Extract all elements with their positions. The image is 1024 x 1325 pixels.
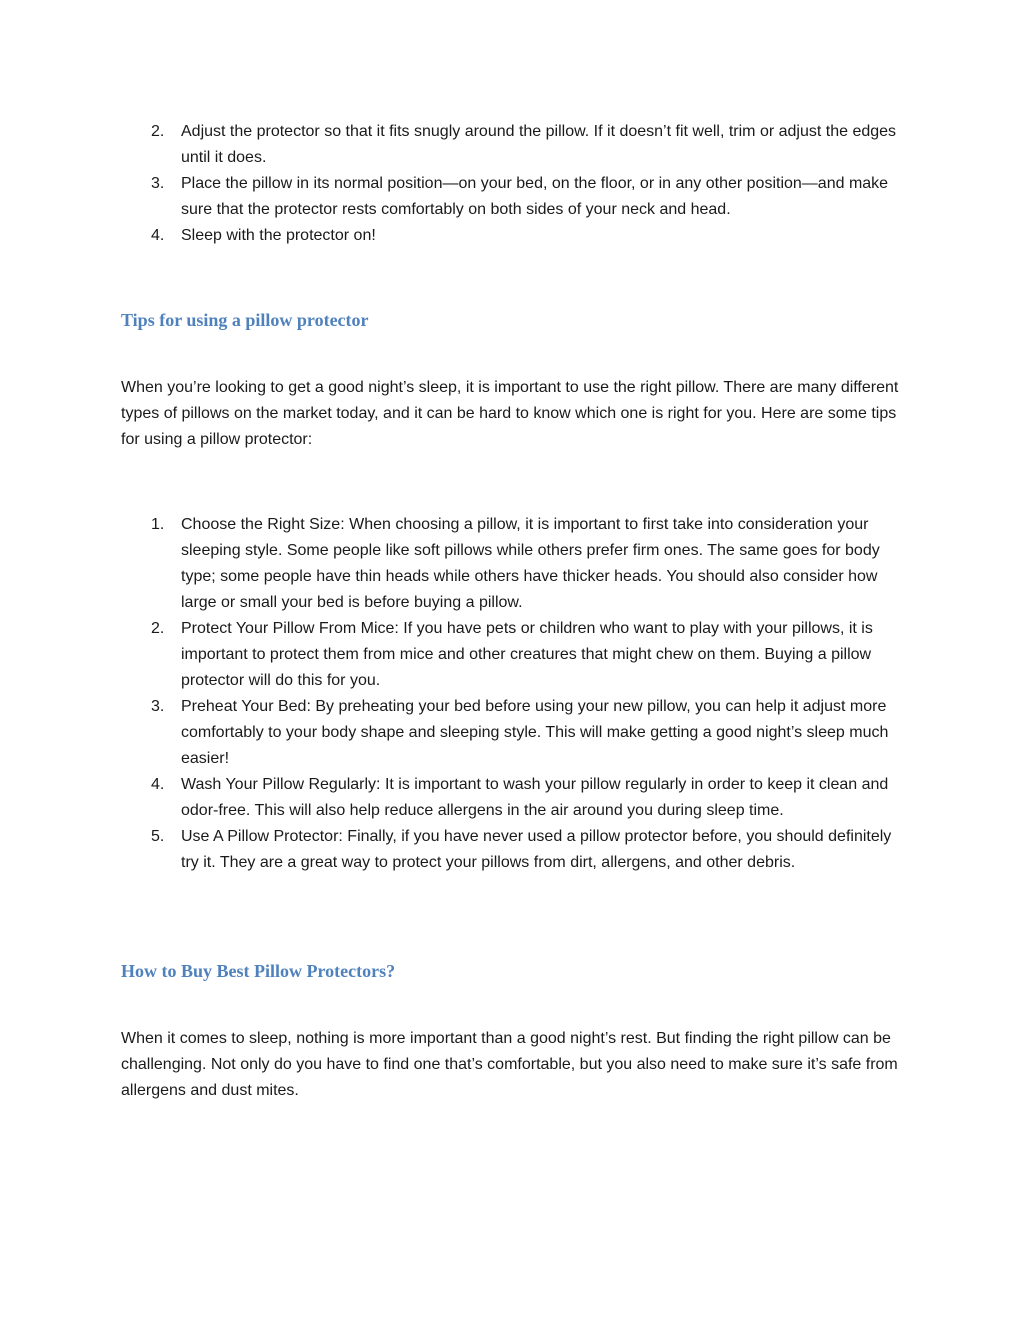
list-item-text: Protect Your Pillow From Mice: If you have pets or children who want to play with your pillows, it is important to protect them from mice and other creatures that might chew on them. Buying a pillow protector will do this for you. [181,620,873,689]
buy-intro-paragraph: When it comes to sleep, nothing is more important than a good night’s rest. But finding the right pillow can be challenging. Not only do you have to find one that’s comfortable, but you also need to make sure it’s safe from allergens and dust mites. [121,1030,898,1099]
tips-list [121,512,906,876]
list-item-number: 4. [151,227,165,244]
steps-list-continued [121,119,906,249]
list-item-text: Use A Pillow Protector: Finally, if you have never used a pillow protector before, you should definitely try it. They are a great way to protect your pillows from dirt, allergens, and other debris. [181,828,892,871]
list-item-text: Sleep with the protector on! [181,227,376,244]
list-item-text: Preheat Your Bed: By preheating your bed before using your new pillow, you can help it adjust more comfortably to your body shape and sleeping style. This will make getting a good night’s sleep much easier! [181,698,889,767]
list-item-text: Wash Your Pillow Regularly: It is important to wash your pillow regularly in order to keep it clean and odor-free. This will also help reduce allergens in the air around you during sleep time. [181,776,889,819]
list-item [121,694,906,772]
list-item-text: Adjust the protector so that it fits snugly around the pillow. If it doesn’t fit well, trim or adjust the edges until it does. [181,123,897,166]
list-item [121,772,906,824]
list-item-text: Place the pillow in its normal position—on your bed, on the floor, or in any other position—and make sure that the protector rests comfortably on both sides of your neck and head. [181,175,889,218]
list-item [121,824,906,876]
list-item-text: Choose the Right Size: When choosing a pillow, it is important to first take into consideration your sleeping style. Some people like soft pillows while others prefer firm ones. The same goes for body type; some people have thin heads while others have thicker heads. You should also consider how large or small your bed is before buying a pillow. [181,516,880,611]
list-item-number: 4. [151,776,165,793]
list-item [121,119,906,171]
section-heading-buy: How to Buy Best Pillow Protectors? [121,961,396,981]
tips-intro-paragraph: When you’re looking to get a good night’s sleep, it is important to use the right pillow. There are many different types of pillows on the market today, and it can be hard to know which one is right for you. Here are some tips for using a pillow protector: [121,379,899,448]
section-heading-tips: Tips for using a pillow protector [121,310,369,330]
list-item-number: 2. [151,123,165,140]
list-item-number: 1. [151,516,165,533]
list-item [121,171,906,223]
list-item-number: 5. [151,828,165,845]
list-item-number: 3. [151,175,165,192]
list-item [121,616,906,694]
list-item [121,512,906,616]
list-item-number: 3. [151,698,165,715]
list-item-number: 2. [151,620,165,637]
list-item [121,223,906,249]
